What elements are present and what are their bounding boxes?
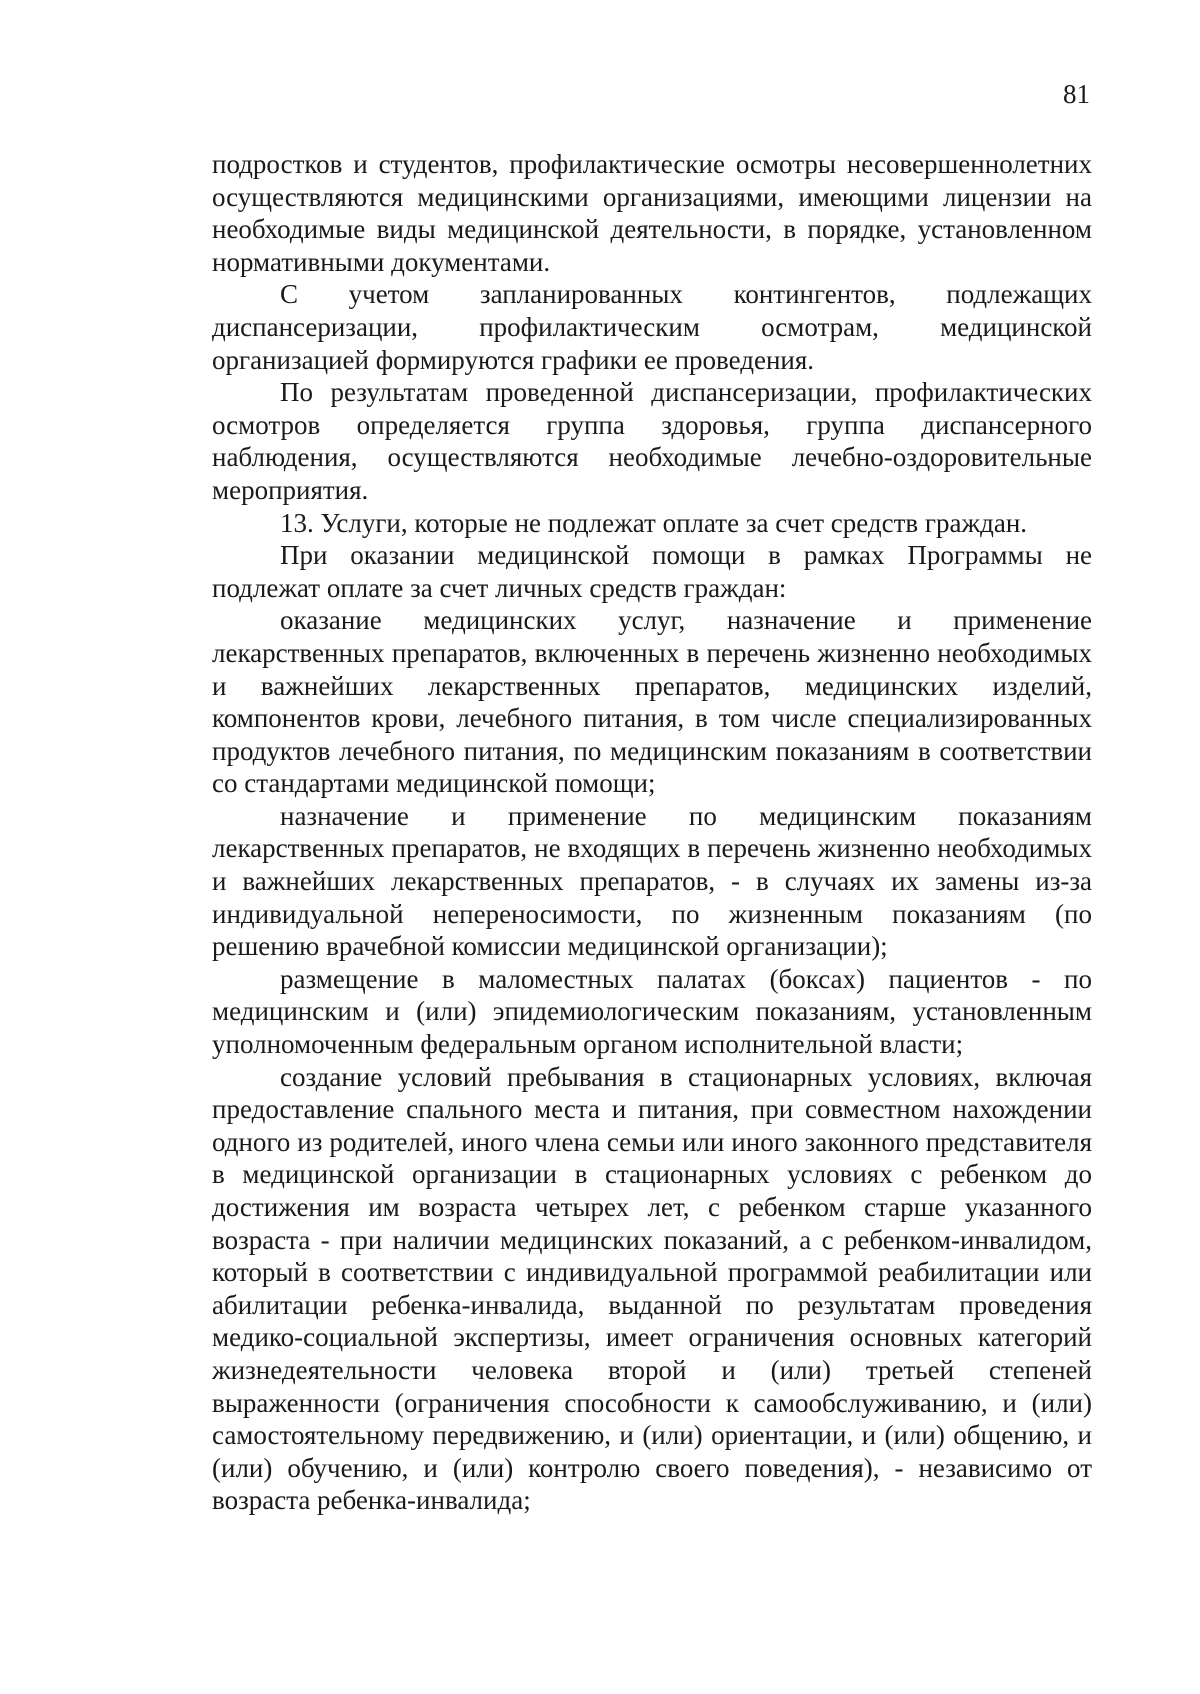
list-item-small-wards: размещение в маломестных палатах (боксах) пациентов - по медицинским и (или) эпидемиологическим показаниям, установленным уполномоченным федеральным органом исполнительной власти;	[212, 963, 1092, 1060]
paragraph-continuation: подростков и студентов, профилактические осмотры несовершеннолетних осуществляются медицинскими организациями, имеющими лицензии на необходимые виды медицинской деятельности, в порядке, установленном нормативными документами.	[212, 149, 1092, 277]
paragraph-health-group: По результатам проведенной диспансеризации, профилактических осмотров определяется группа здоровья, группа диспансерного наблюдения, осуществляются необходимые лечебно-оздоровительные мероприятия.	[212, 377, 1092, 505]
paragraph-not-paid-intro: При оказании медицинской помощи в рамках Программы не подлежат оплате за счет личных средств граждан:	[212, 540, 1092, 603]
page-number: 81	[1063, 79, 1090, 109]
list-item-drug-prescription: назначение и применение по медицинским показаниям лекарственных препаратов, не входящих в перечень жизненно необходимых и важнейших лекарственных препаратов, - в случаях их замены из-за индивидуальной непереносимости, по жизненным показаниям (по решению врачебной комиссии медицинской организации);	[212, 800, 1092, 962]
list-item-inpatient-conditions: создание условий пребывания в стационарных условиях, включая предоставление спального места и питания, при совместном нахождении одного из родителей, иного члена семьи или иного законного представителя в медицинской организации в стационарных условиях с ребенком до достижения им возраста четырех лет, с ребенком старше указанного возраста - при наличии медицинских показаний, а с ребенком-инвалидом, который в соответствии с индивидуальной программой реабилитации или абилитации ребенка-инвалида, выданной по результатам проведения медико-социальной экспертизы, имеет ограничения основных категорий жизнедеятельности человека второй и (или) третьей степеней выраженности (ограничения способности к самообслуживанию, и (или) самостоятельному передвижению, и (или) ориентации, и (или) общению, и (или) обучению, и (или) контролю своего поведения), - независимо от возраста ребенка-инвалида;	[212, 1061, 1092, 1516]
paragraph-schedules: С учетом запланированных контингентов, подлежащих диспансеризации, профилактическим осмотрам, медицинской организацией формируются графики ее проведения.	[212, 279, 1092, 375]
section-heading-13: 13. Услуги, которые не подлежат оплате за счет средств граждан.	[280, 507, 1028, 538]
list-item-medical-services: оказание медицинских услуг, назначение и применение лекарственных препаратов, включенных в перечень жизненно необходимых и важнейших лекарственных препаратов, медицинских изделий, компонентов крови, лечебного питания, в том числе специализированных продуктов лечебного питания, по медицинским показаниям в соответствии со стандартами медицинской помощи;	[212, 605, 1092, 799]
document-body	[212, 148, 1092, 1517]
